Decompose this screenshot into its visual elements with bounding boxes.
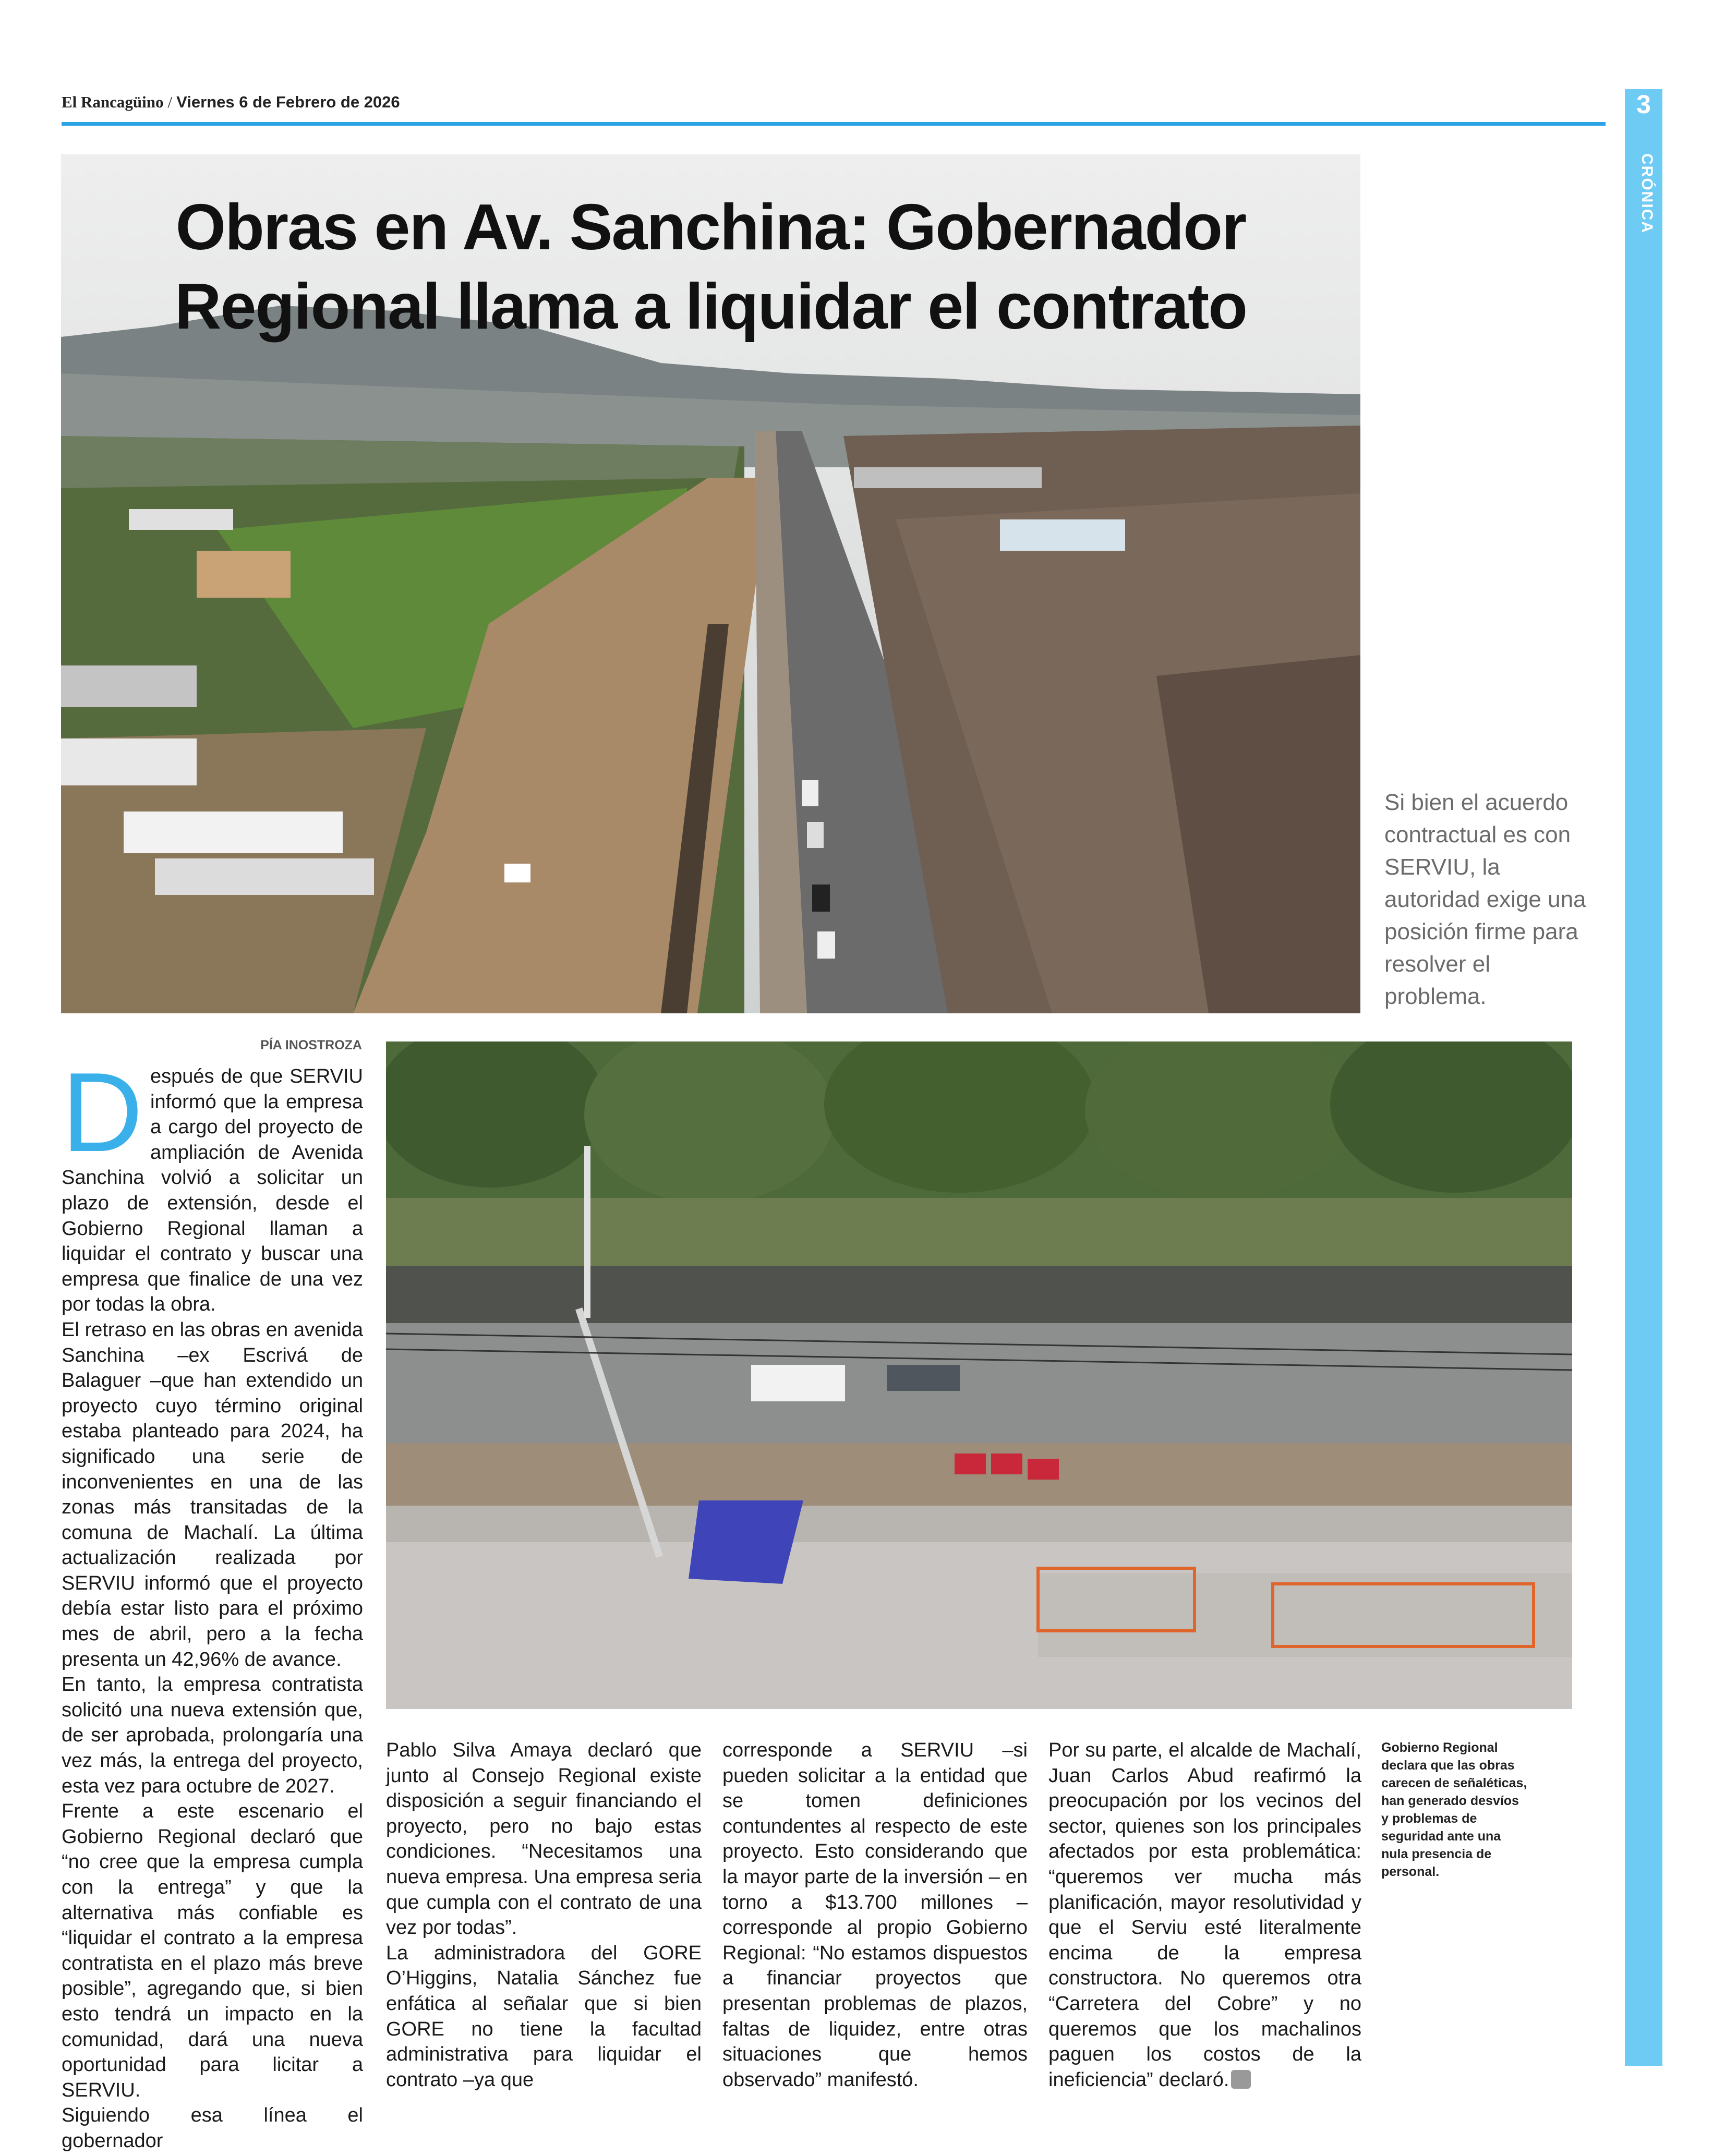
paragraph-8: corresponde a SERVIU –si pueden solicitar a la entidad que se tomen definiciones contundentes al respecto de este proyecto. Esto considerando que la mayor parte de la inversión – en torno a $13.700 millones –corresponde al propio Gobierno Regional: “No estamos dispuestos a financiar proyectos que presentan problemas de plazos, faltas de liquidez, entre otras situaciones que hemos observado” manifestó. (722, 1739, 1028, 2091)
paragraph-7: La administradora del GORE O’Higgins, Natalia Sánchez fue enfática al señalar que si bien GORE no tiene la facultad administrativa para liquidar el contrato –ya que (386, 1942, 702, 2091)
paragraph-3: En tanto, la empresa contratista solicitó una nueva extensión que, de ser aprobada, prolongaría una vez más, la entrega del proyecto, esta vez para octubre de 2027. (62, 1674, 363, 1797)
paragraph-2: El retraso en las obras en avenida Sanchina –ex Escrivá de Balaguer –que han extendido un proyecto cuyo término original estaba planteado para 2024, ha significado una serie de inconvenientes en una de las zonas más transitadas de la comuna de Machalí. La última actualización realizada por SERVIU informó que el proyecto debía estar listo para el próximo mes de abril, pero a la fecha presenta un 42,96% de avance. (62, 1318, 363, 1670)
paragraph-6: Pablo Silva Amaya declaró que junto al Consejo Regional existe disposición a seguir financiando el proyecto, pero no bajo estas condiciones. “Necesitamos una nueva empresa. Una empresa seria que cumpla con el contrato de una vez por todas”. (386, 1739, 702, 1939)
publication-header (62, 93, 400, 112)
paragraph-9: Por su parte, el alcalde de Machalí, Juan Carlos Abud reafirmó la preocupación por los vecinos del sector, quienes son los principales afectados por esta problemática: “queremos ver mucha más planificación, mayor resolutividad y que el Serviu esté literalmente encima de la empresa constructora. No queremos otra “Carretera del Cobre” y no queremos que los machalinos paguen los costos de la ineficiencia” declaró. (1048, 1739, 1361, 2091)
article-column-1 (62, 1049, 363, 2154)
header-rule (62, 122, 1606, 126)
article-headline (61, 188, 1360, 346)
section-label: CRÓNICA (1638, 153, 1656, 234)
photo-caption: Gobierno Regional declara que las obras carecen de señaléticas, han generado desvíos y problemas de seguridad ante una nula presencia de personal. (1381, 1740, 1527, 1879)
byline: PÍA INOSTROZA (260, 1038, 362, 1052)
header-separator: / (167, 93, 173, 111)
paragraph-5: Siguiendo esa línea el gobernador (62, 2104, 363, 2152)
section-sidebar (1625, 89, 1662, 2066)
publication-name: El Rancagüino (62, 93, 164, 111)
article-column-2 (386, 1738, 702, 2092)
article-column-3 (722, 1738, 1028, 2092)
end-mark-icon (1231, 2070, 1251, 2089)
article-column-4 (1048, 1738, 1361, 2092)
paragraph-4: Frente a este escenario el Gobierno Regional declaró que “no cree que la empresa cumpla con la entrega” y que la alternativa más confiable es “liquidar el contrato a la empresa contratista en el plazo más breve posible”, agregando que, si bien esto tendrá un impacto en la comunidad, dará una nueva oportunidad para licitar a SERVIU. (62, 1800, 363, 2101)
roadwork-photo (386, 1041, 1572, 1709)
pull-quote: Si bien el acuerdo contractual es con SERVIU, la autoridad exige una posición firme para resolver el problema. (1384, 790, 1586, 1009)
drop-cap: D (62, 1049, 143, 1175)
page-number: 3 (1636, 90, 1651, 119)
issue-date: Viernes 6 de Febrero de 2026 (176, 93, 400, 111)
headline-line-1: Obras en Av. Sanchina: Gobernador (175, 191, 1246, 263)
headline-line-2: Regional llama a liquidar el contrato (174, 271, 1247, 343)
paragraph-1: espués de que SERVIU informó que la empresa a cargo del proyecto de ampliación de Avenida Sanchina volvió a solicitar un plazo de extensión, desde el Gobierno Regional llaman a liquidar el contrato y buscar una empresa que finalice de una vez por todas la obra. (62, 1065, 363, 1316)
